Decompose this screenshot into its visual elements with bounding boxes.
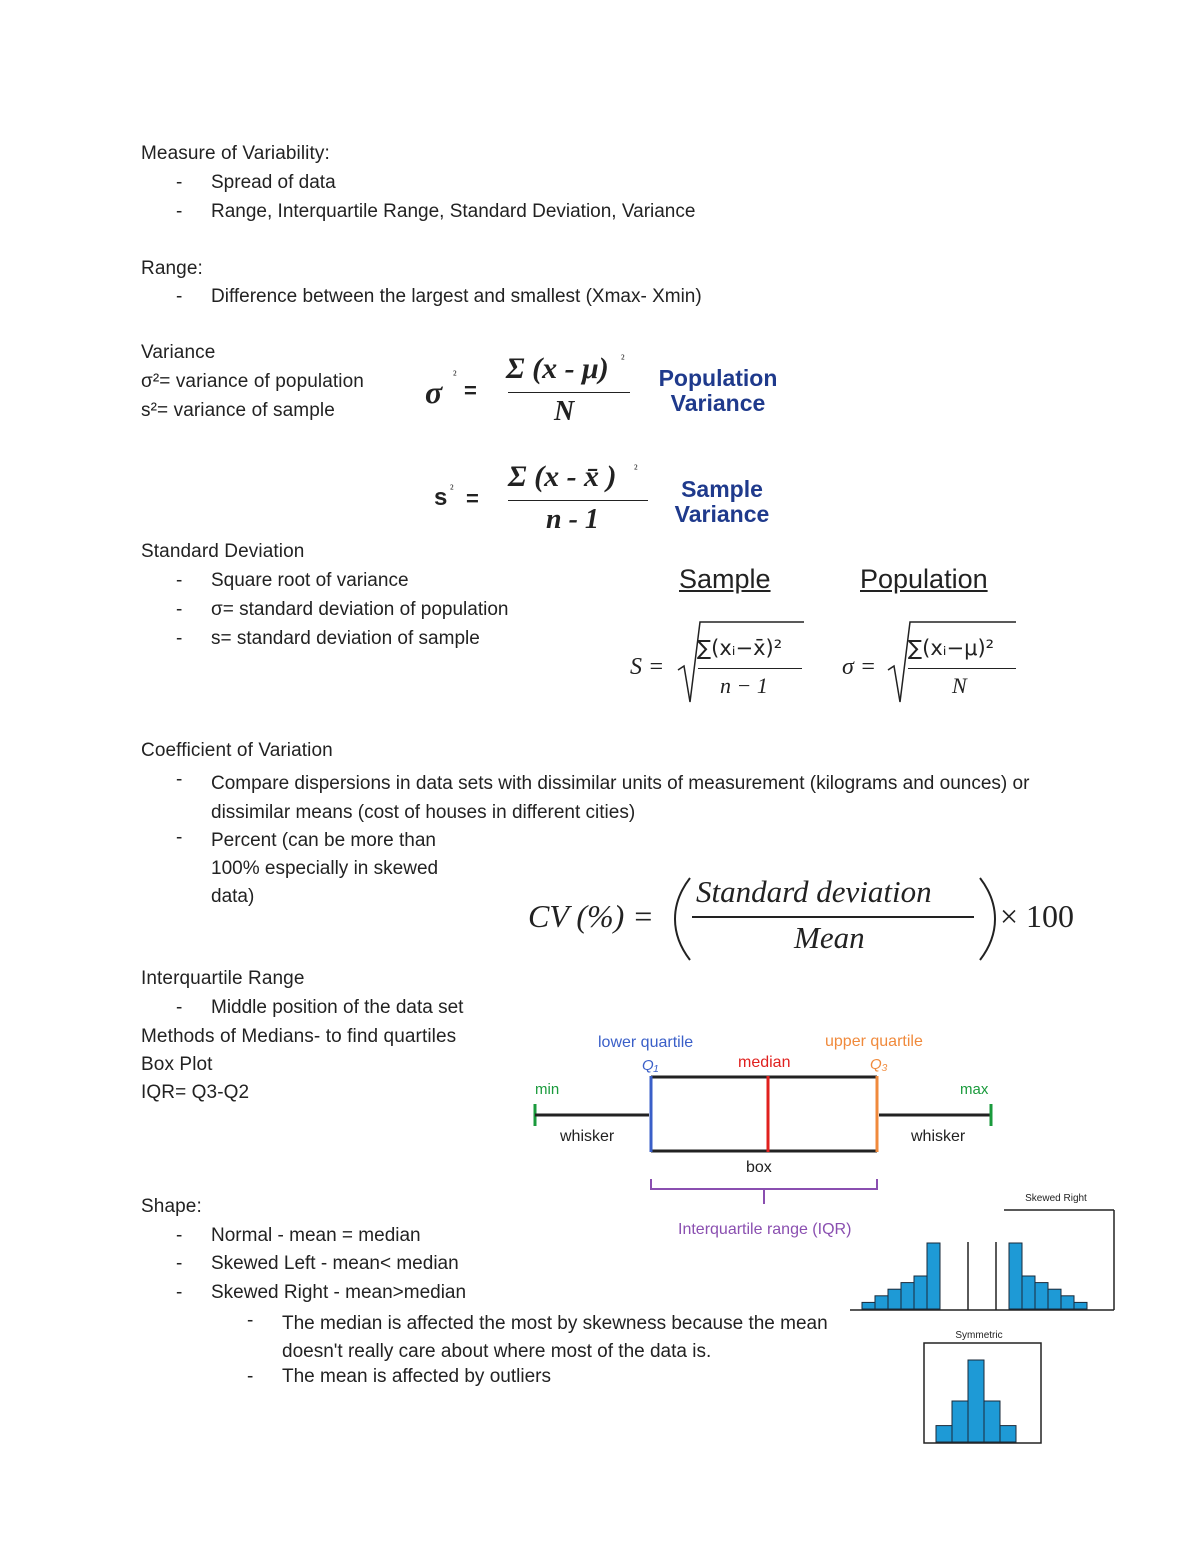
formula-denominator: N	[554, 396, 575, 427]
shape-bullet-1: Normal - mean = median	[211, 1225, 421, 1246]
equals-sign: =	[466, 486, 479, 511]
square-superscript: ²	[450, 482, 454, 496]
bullet-dash: -	[176, 997, 183, 1018]
symmetric-title: Symmetric	[955, 1330, 1003, 1341]
skewed-left-histogram	[862, 1243, 940, 1309]
histogram-bar	[984, 1401, 1000, 1442]
population-variance-formula	[420, 350, 640, 430]
fraction-bar	[698, 668, 802, 669]
label-line: Population	[658, 365, 778, 391]
cv-bullet-1: Compare dispersions in data sets with dissimilar units of measurement (kilograms and ounces) or dissimilar means (cost of houses in different cities)	[211, 773, 1030, 823]
s-symbol: s	[434, 484, 448, 511]
bullet-dash: -	[176, 286, 183, 307]
variance-population-line: σ²= variance of population	[141, 371, 364, 392]
sample-std-dev-formula	[628, 618, 818, 708]
histogram-bar	[927, 1243, 940, 1309]
skewed-right-histogram	[1009, 1243, 1087, 1309]
max-label: max	[960, 1081, 989, 1098]
formula-denominator: n - 1	[546, 504, 599, 535]
histogram-bar	[875, 1296, 888, 1309]
variability-bullet-2: Range, Interquartile Range, Standard Deviation, Variance	[211, 201, 696, 222]
iqr-label: Interquartile range (IQR)	[678, 1221, 852, 1238]
bullet-dash: -	[176, 201, 183, 222]
population-title: Population	[860, 564, 988, 594]
formula-denominator: N	[952, 673, 967, 698]
bullet-dash: -	[176, 570, 183, 591]
histogram-bar	[1061, 1296, 1074, 1309]
bullet-dash: -	[176, 1225, 183, 1246]
variability-heading: Measure of Variability:	[141, 143, 330, 164]
iqr-formula-line: IQR= Q3-Q2	[141, 1082, 250, 1103]
label-line: Variance	[670, 390, 766, 416]
histogram-bar	[1022, 1276, 1035, 1309]
histogram-bar	[901, 1283, 914, 1309]
iqr-methods-line: Methods of Medians- to find quartiles	[141, 1026, 457, 1047]
skewed-right-title: Skewed Right	[1025, 1193, 1087, 1204]
population-variance-label	[648, 366, 788, 416]
shape-histograms	[846, 1186, 1120, 1450]
fraction-bar	[908, 668, 1016, 669]
formula-denominator: Mean	[794, 920, 865, 955]
whisker-right-label: whisker	[911, 1128, 966, 1145]
shape-heading: Shape:	[141, 1196, 202, 1217]
histogram-bar	[1048, 1289, 1061, 1309]
iqr-boxplot-line: Box Plot	[141, 1054, 213, 1075]
iqr-bullet-1: Middle position of the data set	[211, 997, 464, 1018]
histogram-bar	[1035, 1283, 1048, 1309]
bullet-dash: -	[247, 1310, 254, 1331]
median-label: median	[738, 1054, 791, 1071]
histogram-bar	[914, 1276, 927, 1309]
formula-denominator: n − 1	[720, 673, 768, 698]
variance-heading: Variance	[141, 342, 216, 363]
label-line: Sample	[681, 476, 763, 502]
shape-bullet-2: Skewed Left - mean< median	[211, 1253, 459, 1274]
shape-bullet-3: Skewed Right - mean>median	[211, 1282, 467, 1303]
box-label: box	[746, 1159, 772, 1176]
sample-variance-label	[662, 477, 782, 527]
fraction-bar	[508, 500, 648, 501]
histogram-bar	[862, 1302, 875, 1309]
bullet-dash: -	[176, 172, 183, 193]
symmetric-histogram	[936, 1360, 1016, 1442]
variance-sample-line: s²= variance of sample	[141, 400, 335, 421]
sample-title: Sample	[679, 564, 771, 594]
whisker-left-label: whisker	[560, 1128, 615, 1145]
iqr-heading: Interquartile Range	[141, 968, 305, 989]
cv-heading: Coefficient of Variation	[141, 740, 333, 761]
bullet-dash: -	[176, 1253, 183, 1274]
formula-numerator: Σ (x - x̄ )	[508, 460, 617, 493]
histogram-bar	[936, 1426, 952, 1442]
histogram-bar	[1009, 1243, 1022, 1309]
std-dev-heading: Standard Deviation	[141, 541, 305, 562]
square-superscript: ²	[621, 352, 625, 366]
std-dev-bullet-1: Square root of variance	[211, 570, 409, 591]
cv-bullet-2: Percent (can be more than 100% especially in skewed data)	[211, 830, 439, 907]
histogram-bar	[1000, 1426, 1016, 1442]
iqr-bracket	[651, 1179, 877, 1189]
lower-quartile-label: lower quartile	[598, 1034, 694, 1051]
range-heading: Range:	[141, 258, 203, 279]
shape-sub-bullet-1: The median is affected the most by skewness because the mean doesn't really care about where most of the data is.	[282, 1313, 828, 1362]
std-dev-bullet-3: s= standard deviation of sample	[211, 628, 480, 649]
square-superscript: ²	[634, 462, 638, 476]
histogram-bar	[1074, 1302, 1087, 1309]
std-dev-bullet-2: σ= standard deviation of population	[211, 599, 509, 620]
cv-formula	[526, 870, 1091, 965]
times-hundred: × 100	[1000, 898, 1075, 934]
bullet-dash: -	[247, 1366, 254, 1387]
population-std-dev-formula	[840, 618, 1030, 708]
bullet-dash: -	[176, 827, 183, 848]
upper-quartile-label: upper quartile	[825, 1033, 923, 1050]
histogram-bar	[968, 1360, 984, 1442]
histogram-bar	[888, 1289, 901, 1309]
sigma-symbol: σ	[425, 374, 443, 410]
bullet-dash: -	[176, 769, 183, 790]
shape-sub-bullet-2: The mean is affected by outliers	[282, 1366, 551, 1387]
histogram-bar	[952, 1401, 968, 1442]
formula-lhs: CV (%) =	[528, 898, 654, 934]
equals-sign: =	[464, 378, 477, 403]
q3-label: Q₃	[870, 1056, 888, 1073]
formula-numerator: ∑(xᵢ−μ)²	[908, 636, 995, 660]
range-bullet-1: Difference between the largest and smallest (Xmax- Xmin)	[211, 286, 702, 307]
square-superscript: ²	[453, 368, 457, 382]
formula-lhs: σ =	[842, 654, 877, 680]
sample-variance-formula	[420, 458, 660, 538]
min-label: min	[535, 1081, 560, 1098]
bullet-dash: -	[176, 628, 183, 649]
label-line: Variance	[674, 501, 770, 527]
q1-label: Q₁	[642, 1057, 659, 1074]
fraction-bar	[508, 392, 630, 393]
formula-numerator: ∑(xᵢ−x̄)²	[697, 636, 783, 660]
formula-numerator: Standard deviation	[696, 874, 932, 909]
formula-numerator: Σ (x - μ)	[506, 352, 609, 385]
fraction-bar	[692, 916, 974, 918]
formula-lhs: S =	[630, 654, 665, 680]
bullet-dash: -	[176, 599, 183, 620]
bullet-dash: -	[176, 1282, 183, 1303]
variability-bullet-1: Spread of data	[211, 172, 336, 193]
